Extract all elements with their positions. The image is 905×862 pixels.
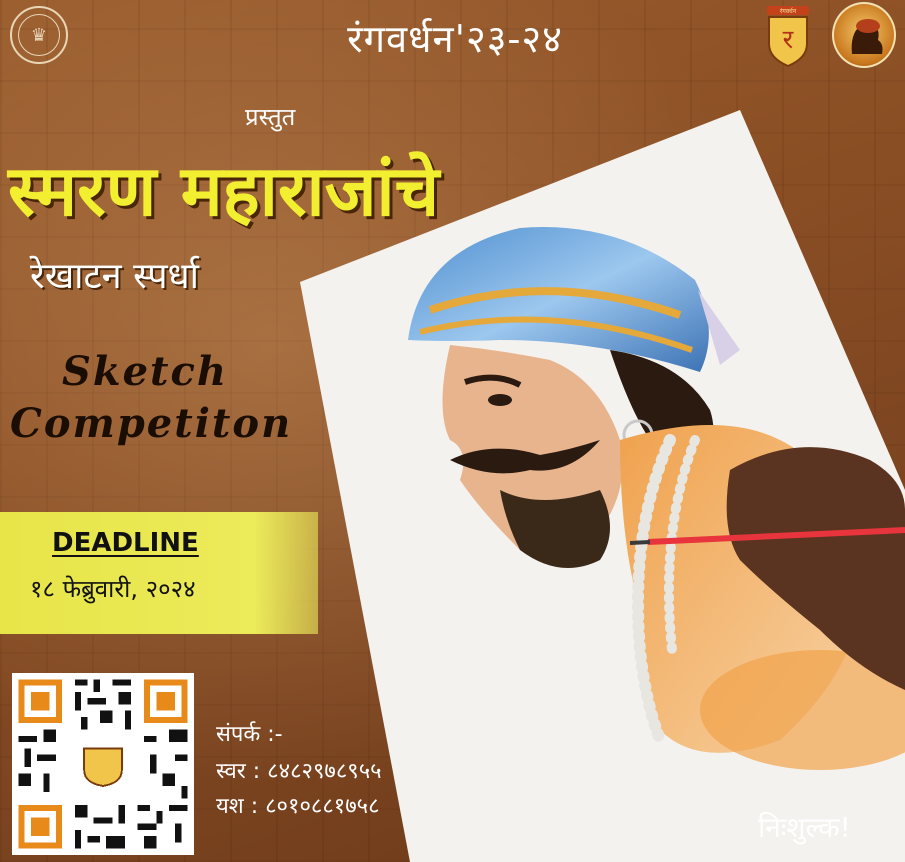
shivaji-portrait-logo <box>832 2 896 68</box>
contact-person-1[interactable]: स्वर : ८४८२९७८९५५ <box>216 759 382 784</box>
deadline-date: १८ फेब्रुवारी, २०२४ <box>30 575 196 603</box>
free-entry-note: निःशुल्क! <box>758 811 851 844</box>
fest-title: रंगवर्धन'२३-२४ <box>347 17 563 61</box>
rangvardhan-shield-logo <box>765 4 811 68</box>
english-title-line-2: Competiton <box>10 400 293 447</box>
english-title-line-1: Sketch <box>62 348 228 395</box>
college-emblem-icon: ♛ <box>10 6 68 64</box>
shield-letter: र <box>782 25 794 55</box>
subtitle: रेखाटन स्पर्धा <box>30 256 199 297</box>
qr-center-emblem <box>84 748 122 786</box>
presents-label: प्रस्तुत <box>245 103 296 131</box>
contact-heading: संपर्क :- <box>216 722 283 747</box>
deadline-label: DEADLINE <box>52 528 199 558</box>
eye <box>488 394 512 406</box>
contact-person-2[interactable]: यश : ८०१०८८१७५८ <box>216 794 380 819</box>
sketch-artwork <box>300 110 905 862</box>
brush-tip <box>630 542 650 543</box>
shield-caption: रंगवर्धन <box>779 8 797 15</box>
main-title: स्मरण महाराजांचे <box>8 149 440 232</box>
qr-code[interactable] <box>12 673 194 855</box>
